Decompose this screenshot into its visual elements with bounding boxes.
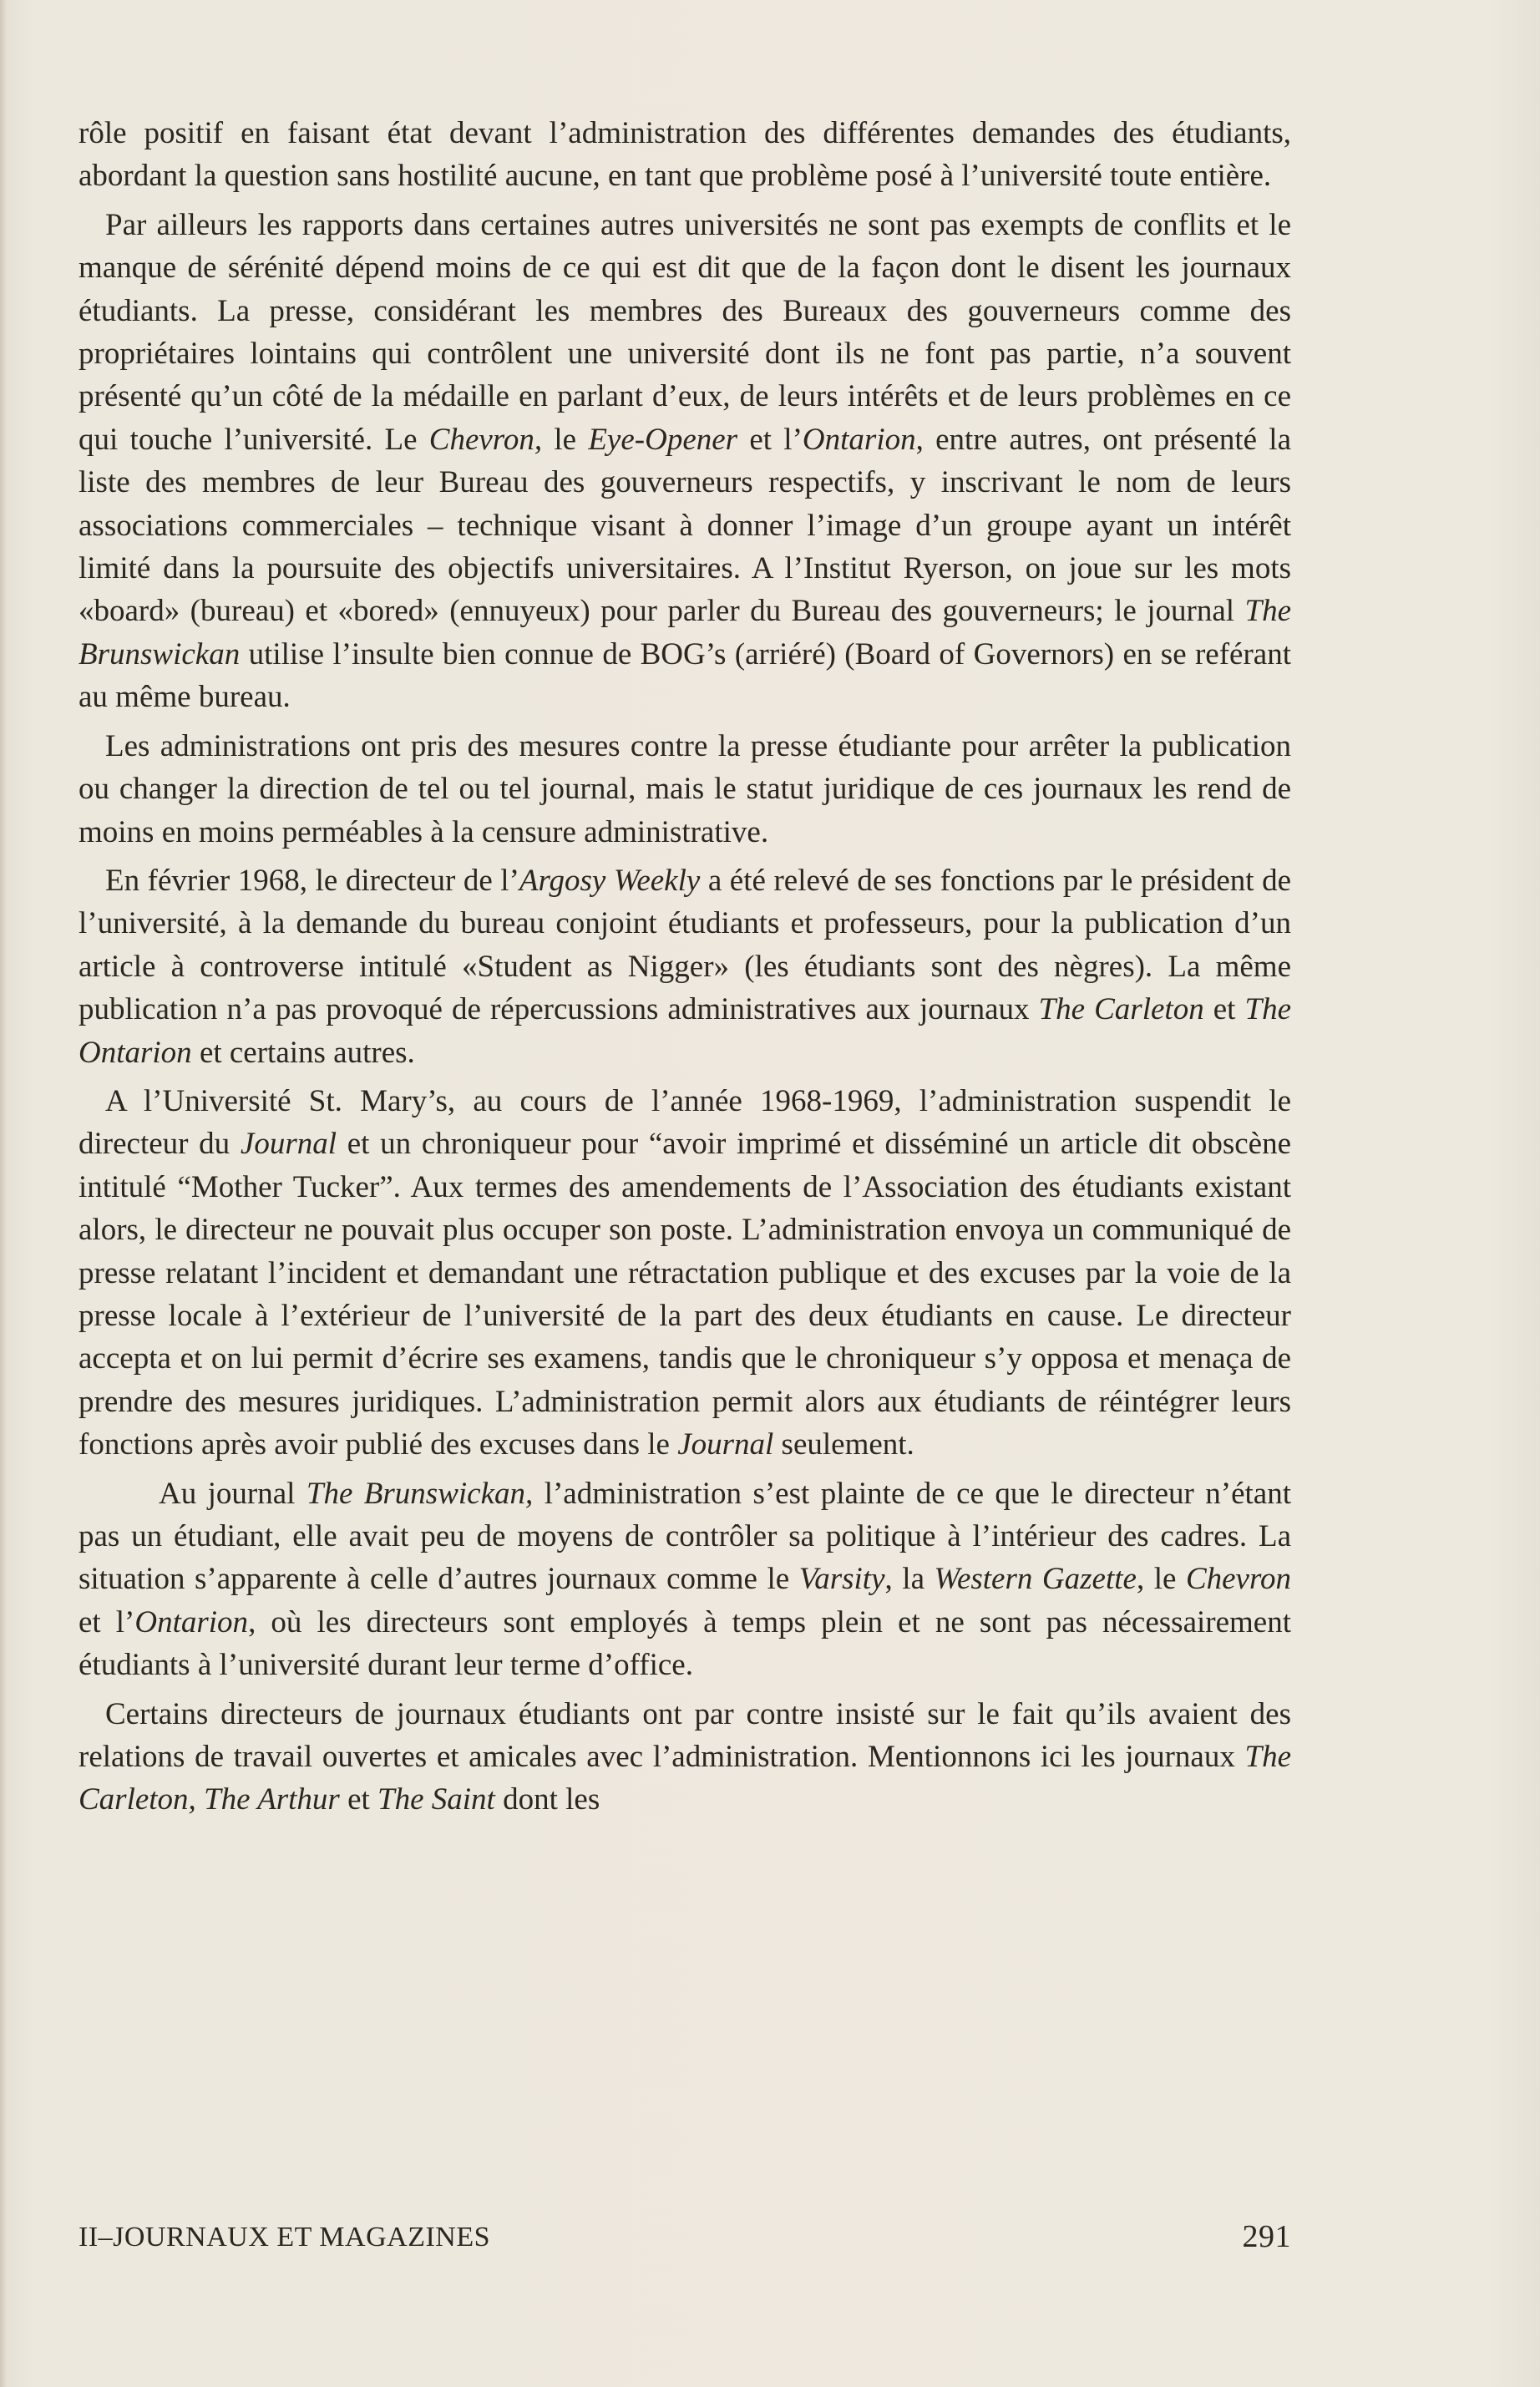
text-run: , le <box>1136 1562 1186 1597</box>
italic-title-run: The Brunswickan <box>79 594 1291 672</box>
italic-title-run: The Brunswickan, <box>306 1476 534 1511</box>
italic-title-run: The Carleton, <box>79 1740 1291 1817</box>
text-run: l’administration s’est plainte de ce que le directeur n’étant pas un étudiant, elle avait peu de moyens de contrôler sa politique à l’intérieur des cadres. La situation s’apparente à celle d’autres journaux comme le <box>79 1476 1292 1597</box>
paragraph-3 <box>79 725 1291 854</box>
page-number: 291 <box>1242 2219 1291 2254</box>
italic-title-run: The Arthur <box>204 1782 340 1817</box>
page-footer <box>79 2219 1291 2263</box>
text-run: et <box>1203 992 1245 1027</box>
text-run: le <box>542 422 589 457</box>
italic-title-run: The Ontarion <box>79 992 1292 1070</box>
italic-title-run: The Saint <box>377 1782 495 1817</box>
text-run: Par ailleurs les rapports dans certaines autres universités ne sont pas exempts de conflits et le manque de sérénité dépend moins de ce qui est dit que de la façon dont le disent les journaux étudiants. La presse, considérant les membres des Bureaux des gouverneurs comme des propriétaires lointains qui contrôlent une université dont ils ne font pas partie, n’a souvent présenté qu’un côté de la médaille en parlant d’eux, de leurs intérêts et de leurs problèmes en ce qui touche l’université. Le <box>79 207 1291 457</box>
italic-title-run: Varsity <box>798 1562 885 1597</box>
italic-title-run: The Carleton <box>1038 992 1204 1027</box>
paragraph-2 <box>79 204 1291 719</box>
text-run <box>196 1782 204 1817</box>
text-run: rôle positif en faisant état devant l’administration des différentes demandes des étudiants, abordant la question sans hostilité aucune, en tant que problème posé à l’université toute entière. <box>79 116 1291 194</box>
italic-title-run: Journal <box>240 1127 337 1162</box>
text-run: A l’Université St. Mary’s, au cours de l’année 1968-1969, l’administration suspendit le directeur du <box>79 1083 1291 1162</box>
text-run: et l’ <box>79 1604 135 1639</box>
text-run: et un chroniqueur pour “avoir imprimé et disséminé un article dit obscène intitulé “Mother Tucker”. Aux termes des amendements de l’Association des étudiants existant alors, le directeur ne pouvait plus occuper son poste. L’administration envoya un communiqué de presse relatant l’incident et demandant une rétractation publique et des excuses par la voie de la presse locale à l’extérieur de l’université de la part des deux étudiants en cause. Le directeur accepta et on lui permit d’écrire ses examens, tandis que le chroniqueur s’y opposa et menaça de prendre des mesures juridiques. L’administration permit alors aux étudiants de réintégrer leurs fonctions après avoir publié des excuses dans le <box>79 1127 1291 1462</box>
body-text <box>79 112 1291 1822</box>
italic-title-run: Chevron, <box>428 422 543 457</box>
italic-title-run: Argosy Weekly <box>519 863 701 898</box>
text-run: et l’ <box>737 422 803 457</box>
text-run: utilise l’insulte bien connue de BOG’s (arriéré) (Board of Governors) en se reférant au même bureau. <box>79 636 1291 715</box>
italic-title-run: Eye-Opener <box>588 422 738 457</box>
italic-title-run: Ontarion <box>802 422 916 457</box>
text-run: dont les <box>494 1782 600 1817</box>
text-run: et <box>339 1782 378 1817</box>
paragraph-7 <box>79 1693 1291 1822</box>
binding-edge <box>0 0 7 2387</box>
text-run: , la <box>884 1562 935 1597</box>
italic-title-run: Ontarion <box>134 1604 249 1639</box>
text-run: a été relevé de ses fonctions par le président de l’université, à la demande du bureau conjoint étudiants et professeurs, pour la publication d’un article à controverse intitulé «Student as Nigger» (les étudiants sont des nègres). La même publication n’a pas provoqué de répercussions administratives aux journaux <box>79 863 1291 1027</box>
paragraph-6 <box>79 1472 1291 1687</box>
paragraph-1 <box>79 112 1291 198</box>
text-run: et certains autres. <box>191 1035 415 1070</box>
text-run: , où les directeurs sont employés à temps plein et ne sont pas nécessairement étudiants à l’université durant leur terme d’office. <box>79 1604 1291 1683</box>
italic-title-run: Journal <box>677 1427 774 1462</box>
paragraph-4 <box>79 859 1291 1074</box>
text-run: En février 1968, le directeur de l’ <box>105 863 519 898</box>
text-run: , entre autres, ont présenté la liste des membres de leur Bureau des gouverneurs respectifs, y inscrivant le nom de leurs associations commerciales – technique visant à donner l’image d’un groupe ayant un intérêt limité dans la poursuite des objectifs universitaires. A l’Institut Ryerson, on joue sur les mots «board» (bureau) et «bored» (ennuyeux) pour parler du Bureau des gouverneurs; le journal <box>79 422 1292 629</box>
text-run: Certains directeurs de journaux étudiants ont par contre insisté sur le fait qu’ils avaient des relations de travail ouvertes et amicales avec l’administration. Mentionnons ici les journaux <box>79 1696 1291 1775</box>
italic-title-run: Western Gazette <box>934 1562 1137 1597</box>
running-footer-title: II–JOURNAUX ET MAGAZINES <box>79 2222 491 2253</box>
text-run: Au journal <box>159 1476 306 1511</box>
text-run: seulement. <box>773 1427 914 1462</box>
italic-title-run: Chevron <box>1185 1562 1292 1597</box>
text-run: Les administrations ont pris des mesures contre la presse étudiante pour arrêter la publication ou changer la direction de tel ou tel journal, mais le statut juridique de ces journaux les rend de moins en moins perméables à la censure administrative. <box>79 728 1291 849</box>
paragraph-5 <box>79 1080 1291 1467</box>
